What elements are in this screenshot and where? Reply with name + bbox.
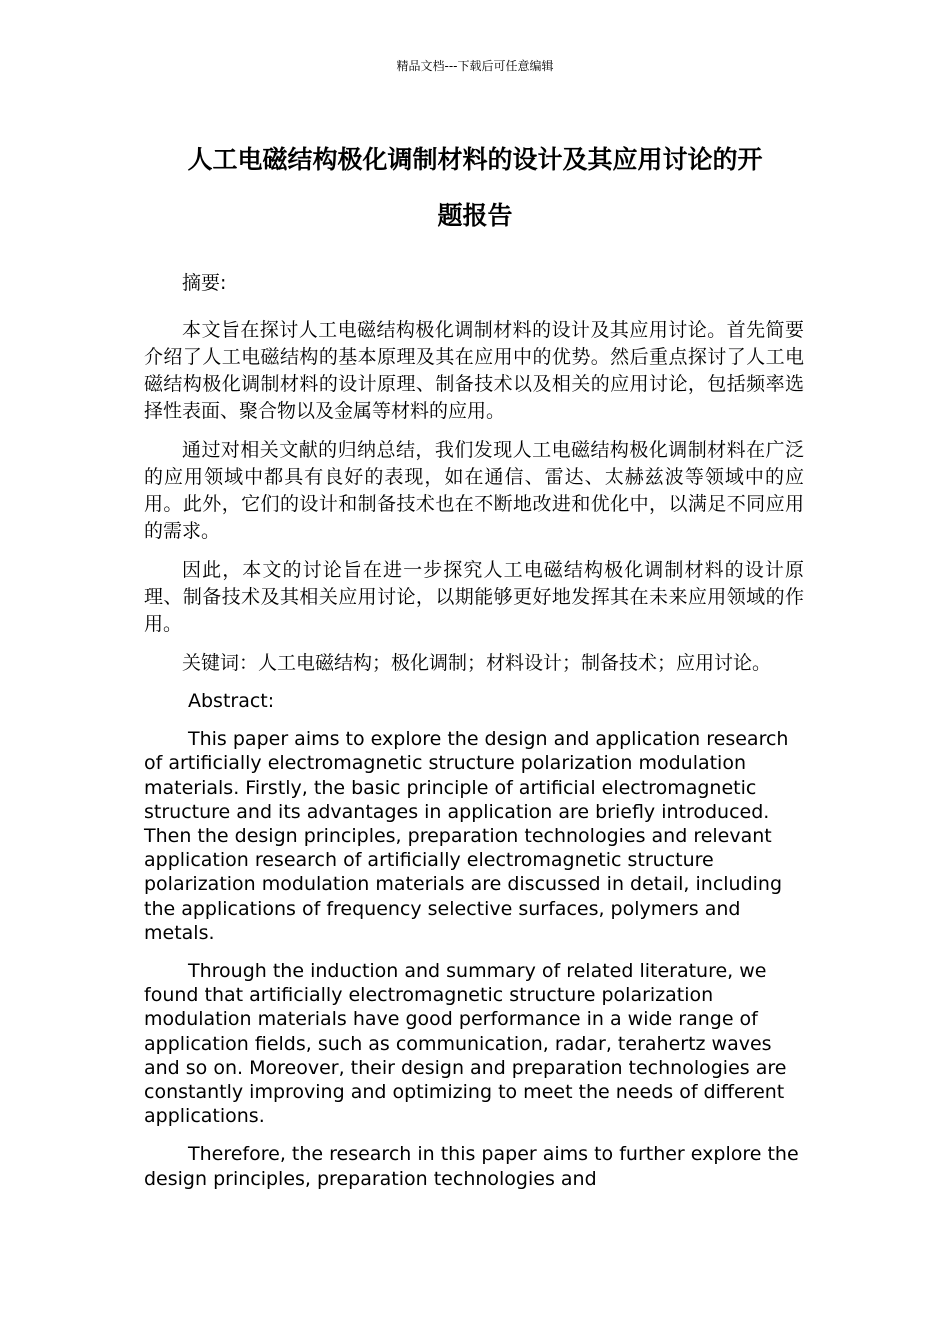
document-body (144, 270, 804, 1205)
abstract-en-label: Abstract: (188, 690, 275, 712)
abstract-en-paragraph-3: Therefore, the research in this paper aims to further explore the design principles, preparation technologies and (144, 1143, 799, 1190)
abstract-en-paragraph-2: Through the induction and summary of related literature, we found that artificially electromagnetic structure polarization modulation materials have good performance in a wide range of application fields, such as communication, radar, terahertz waves and so on. Moreover, their design and preparation technologies are constantly improving and optimizing to meet the needs of different applications. (144, 960, 787, 1128)
abstract-cn-label: 摘要: (182, 272, 227, 294)
title-line-1: 人工电磁结构极化调制材料的设计及其应用讨论的开 (187, 145, 763, 174)
abstract-cn-paragraph-2: 通过对相关文献的归纳总结，我们发现人工电磁结构极化调制材料在广泛的应用领域中都具有良好的表现，如在通信、雷达、太赫兹波等领域中的应用。此外，它们的设计和制备技术也在不断地改进和优化中，以满足不同应用的需求。 (144, 439, 804, 542)
page-header: 精品文档---下载后可任意编辑 (396, 59, 554, 73)
abstract-cn-paragraph-3: 因此，本文的讨论旨在进一步探究人工电磁结构极化调制材料的设计原理、制备技术及其相关应用讨论，以期能够更好地发挥其在未来应用领域的作用。 (144, 559, 804, 635)
document-title (144, 132, 806, 244)
abstract-en-paragraph-1: This paper aims to explore the design and application research of artificially electromagnetic structure polarization modulation materials. Firstly, the basic principle of artificial electromagnetic structure and its advantages in application are briefly introduced. Then the design principles, preparation technologies and relevant application research of artificially electromagnetic structure polarization modulation materials are discussed in detail, including the applications of frequency selective surfaces, polymers and metals. (144, 728, 789, 944)
keywords-cn: 关键词：人工电磁结构；极化调制；材料设计；制备技术；应用讨论。 (182, 652, 772, 674)
title-line-2: 题报告 (437, 201, 513, 230)
abstract-cn-paragraph-1: 本文旨在探讨人工电磁结构极化调制材料的设计及其应用讨论。首先简要介绍了人工电磁结构的基本原理及其在应用中的优势。然后重点探讨了人工电磁结构极化调制材料的设计原理、制备技术以及相关的应用讨论，包括频率选择性表面、聚合物以及金属等材料的应用。 (144, 319, 804, 422)
